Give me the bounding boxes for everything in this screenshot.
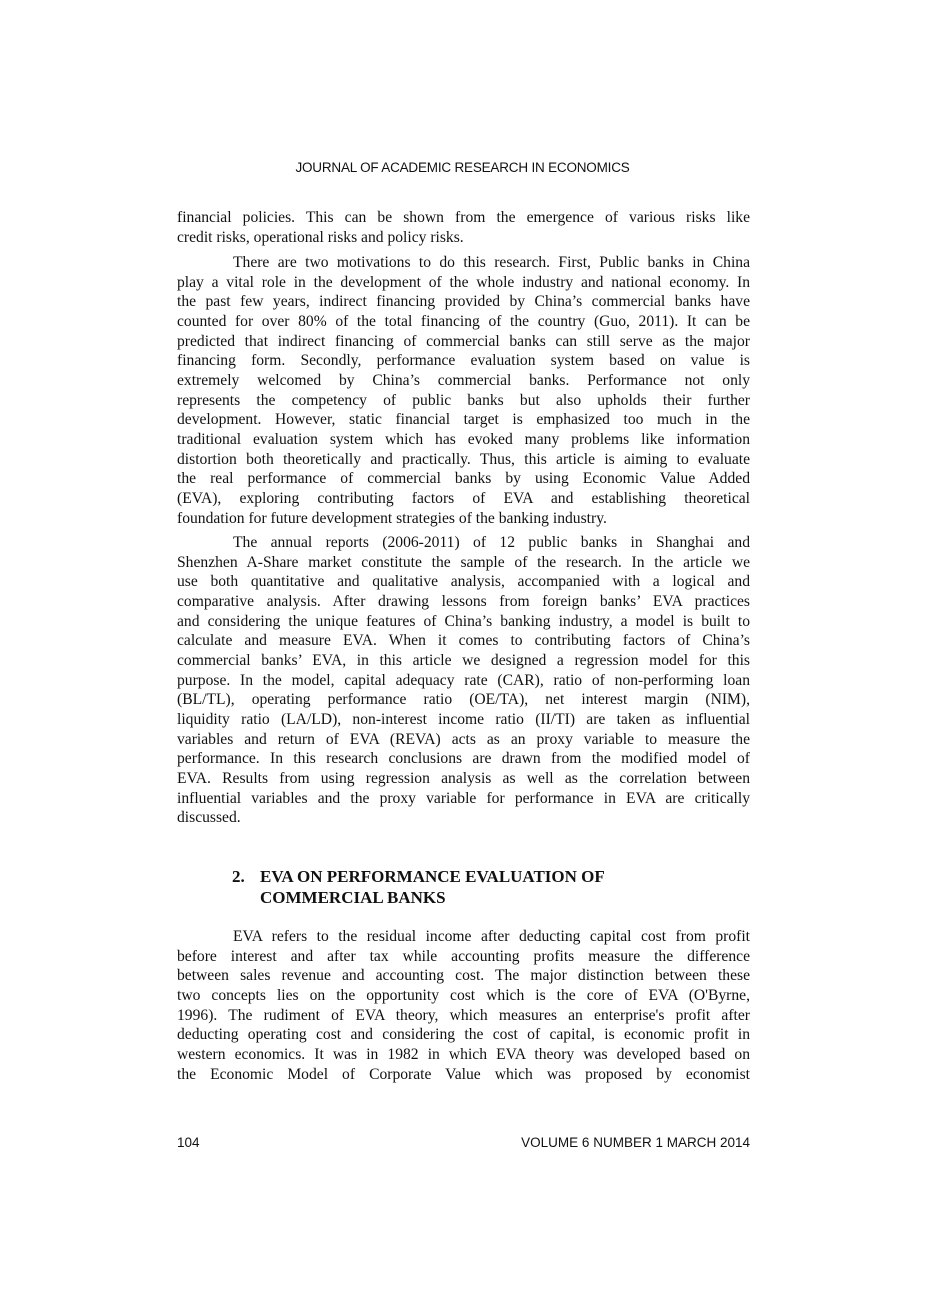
text-line: represents the competency of public banks but also upholds their further [177, 391, 750, 409]
section-title-line1: EVA ON PERFORMANCE EVALUATION OF [260, 867, 605, 886]
text-line: traditional evaluation system which has evoked many problems like information [177, 430, 750, 448]
text-line: and considering the unique features of China’s banking industry, a model is built to [177, 612, 750, 630]
text-line: western economics. It was in 1982 in which EVA theory was developed based on [177, 1045, 750, 1063]
section-number: 2. [232, 867, 245, 886]
text-line: purpose. In the model, capital adequacy rate (CAR), ratio of non-performing loan [177, 671, 750, 689]
paragraph-3 [177, 533, 750, 828]
text-line: foundation for future development strategies of the banking industry. [177, 509, 607, 527]
text-line: liquidity ratio (LA/LD), non-interest income ratio (II/TI) are taken as influential [177, 710, 750, 728]
text-line: commercial banks’ EVA, in this article we designed a regression model for this [177, 651, 750, 669]
text-line: play a vital role in the development of the whole industry and national economy. In [177, 273, 750, 291]
text-line: discussed. [177, 809, 241, 827]
text-line: credit risks, operational risks and policy risks. [177, 228, 464, 246]
text-line: There are two motivations to do this research. First, Public banks in China [233, 254, 750, 271]
text-line: (BL/TL), operating performance ratio (OE/TA), net interest margin (NIM), [177, 691, 750, 709]
text-line: comparative analysis. After drawing lessons from foreign banks’ EVA practices [177, 592, 750, 610]
text-line: between sales revenue and accounting cost. The major distinction between these [177, 967, 750, 985]
text-line: calculate and measure EVA. When it comes to contributing factors of China’s [177, 632, 750, 650]
issue-info: VOLUME 6 NUMBER 1 MARCH 2014 [521, 1135, 750, 1150]
text-line: EVA. Results from using regression analysis as well as the correlation between [177, 769, 750, 787]
text-line: use both quantitative and qualitative analysis, accompanied with a logical and [177, 573, 750, 591]
text-line: Shenzhen A-Share market constitute the sample of the research. In the article we [177, 553, 750, 571]
section-heading [232, 866, 605, 908]
paragraph-4 [177, 927, 750, 1084]
text-line: predicted that indirect financing of commercial banks can still serve as the major [177, 332, 750, 350]
text-line: deducting operating cost and considering the cost of capital, is economic profit in [177, 1026, 750, 1044]
text-line: two concepts lies on the opportunity cost which is the core of EVA (O'Byrne, [177, 986, 750, 1004]
text-line: counted for over 80% of the total financing of the country (Guo, 2011). It can be [177, 312, 750, 330]
text-line: The annual reports (2006-2011) of 12 public banks in Shanghai and [233, 534, 750, 551]
running-header: JOURNAL OF ACADEMIC RESEARCH IN ECONOMICS [295, 160, 630, 175]
text-line: distortion both theoretically and practically. Thus, this article is aiming to evaluate [177, 450, 750, 468]
section-title-line2: COMMERCIAL BANKS [260, 888, 446, 907]
text-line: the real performance of commercial banks by using Economic Value Added [177, 470, 750, 488]
text-line: development. However, static financial target is emphasized too much in the [177, 411, 750, 429]
text-line: the past few years, indirect financing provided by China’s commercial banks have [177, 293, 750, 311]
text-line: 1996). The rudiment of EVA theory, which measures an enterprise's profit after [177, 1006, 750, 1024]
text-line: variables and return of EVA (REVA) acts as an proxy variable to measure the [177, 730, 750, 748]
text-line: influential variables and the proxy variable for performance in EVA are critically [177, 789, 750, 807]
paragraph-1 [177, 208, 750, 247]
paragraph-2 [177, 253, 750, 528]
text-line: EVA refers to the residual income after deducting capital cost from profit [233, 928, 750, 945]
text-line: the Economic Model of Corporate Value which was proposed by economist [177, 1065, 750, 1083]
text-line: before interest and after tax while accounting profits measure the difference [177, 947, 750, 965]
text-line: extremely welcomed by China’s commercial banks. Performance not only [177, 371, 750, 389]
text-line: financial policies. This can be shown from the emergence of various risks like [177, 209, 750, 226]
page-number: 104 [177, 1135, 200, 1150]
text-line: performance. In this research conclusions are drawn from the modified model of [177, 750, 750, 768]
text-line: financing form. Secondly, performance evaluation system based on value is [177, 352, 750, 370]
text-line: (EVA), exploring contributing factors of EVA and establishing theoretical [177, 489, 750, 507]
